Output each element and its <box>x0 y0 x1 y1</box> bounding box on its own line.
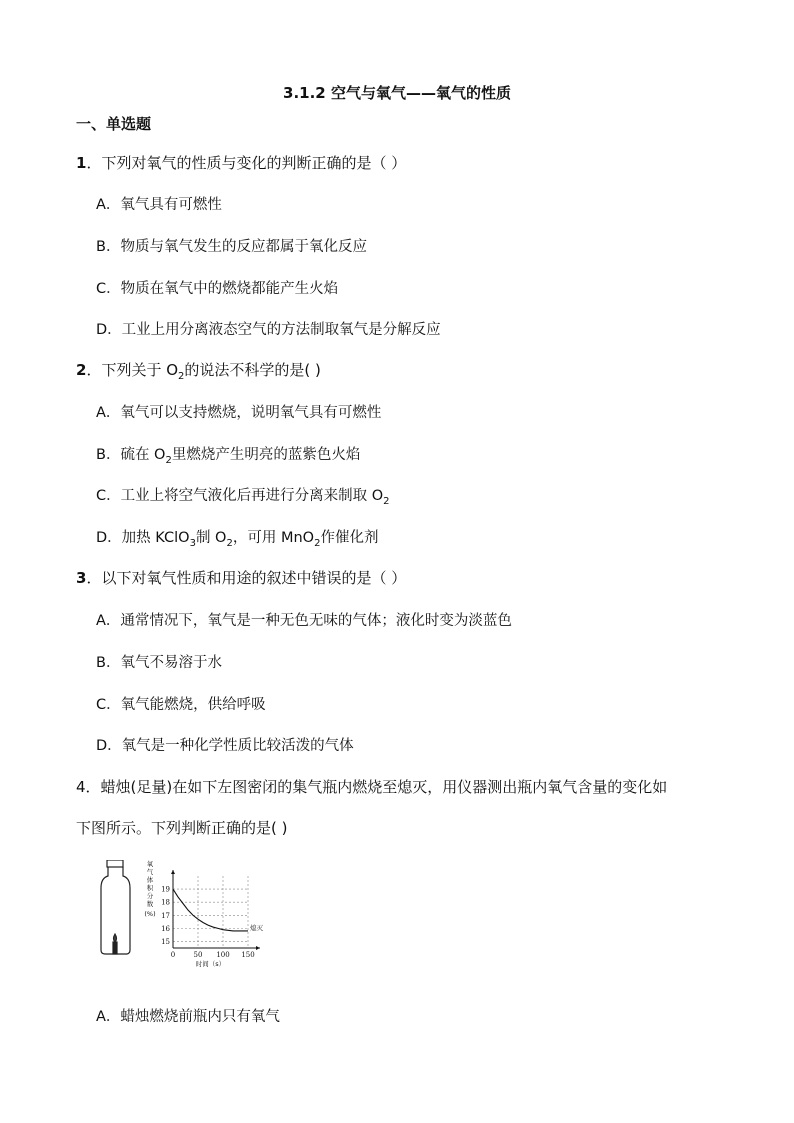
x-tick-label: 50 <box>193 951 203 959</box>
question-2 <box>76 359 321 382</box>
question-stem-post: 的说法不科学的是( ) <box>184 361 321 379</box>
q1-option-d: D．工业上用分离液态空气的方法制取氧气是分解反应 <box>96 322 441 338</box>
x-axis-arrow <box>256 946 260 950</box>
y-axis-arrow <box>171 870 175 874</box>
x-tick-label: 100 <box>216 951 230 959</box>
q4-option-a: A．蜡烛燃烧前瓶内只有氧气 <box>96 1009 280 1025</box>
y-tick-label: 15 <box>161 937 170 946</box>
question-number: 2 <box>76 361 87 379</box>
page-title: 3.1.2 空气与氧气——氧气的性质 <box>283 84 511 102</box>
y-tick-label: 17 <box>161 911 170 920</box>
y-axis-label: 氧气体积分数(%) <box>144 860 156 918</box>
y-tick-label: 19 <box>161 885 170 894</box>
oxygen-series-line <box>173 889 248 931</box>
subscript: 2 <box>383 495 390 507</box>
extinguish-annotation: 熄灭 <box>250 923 263 932</box>
q2-option-a: A．氧气可以支持燃烧，说明氧气具有可燃性 <box>96 405 382 421</box>
candle <box>113 942 117 954</box>
option-text: D．加热 KClO <box>96 530 190 546</box>
option-text: C．工业上将空气液化后再进行分离来制取 O <box>96 488 384 504</box>
q2-option-b <box>96 443 360 466</box>
subscript: 2 <box>178 371 185 382</box>
question-number: 4 <box>76 778 86 796</box>
question-4-line2: 下图所示。下列判断正确的是( ) <box>76 819 288 837</box>
y-tick-label: 16 <box>161 924 170 933</box>
y-tick-label: 18 <box>161 898 170 907</box>
gas-jar-illustration <box>101 860 130 954</box>
option-text: 里燃烧产生明亮的蓝紫色火焰 <box>171 447 361 463</box>
q4-figure <box>98 860 278 970</box>
x-axis-label: 时间（s） <box>195 960 226 968</box>
question-stem-line1: ．蜡烛(足量)在如下左图密闭的集气瓶内燃烧至熄灭，用仪器测出瓶内氧气含量的变化如 <box>85 778 668 796</box>
question-number: 3 <box>76 569 87 587</box>
q2-option-c <box>96 484 390 507</box>
candle-flame <box>114 934 117 942</box>
question-1 <box>76 152 406 173</box>
q3-option-c: C．氧气能燃烧，供给呼吸 <box>96 697 266 713</box>
question-stem: ．以下对氧气性质和用途的叙述中错误的是（ ） <box>86 569 407 587</box>
x-tick-label: 150 <box>241 951 255 959</box>
figure-svg <box>98 860 278 970</box>
option-text: B．硫在 O <box>96 447 166 463</box>
jar-stopper <box>107 860 123 867</box>
subscript: 2 <box>314 537 321 549</box>
subscript: 2 <box>165 454 172 466</box>
oxygen-chart <box>144 860 263 968</box>
q2-option-d <box>96 526 378 549</box>
subscript: 3 <box>189 537 196 549</box>
question-stem: ．下列对氧气的性质与变化的判断正确的是（ ） <box>86 154 407 172</box>
x-tick-label: 0 <box>170 951 176 959</box>
option-text: ，可用 MnO <box>232 530 315 546</box>
option-text: 作催化剂 <box>320 530 379 546</box>
q1-option-a: A．氧气具有可燃性 <box>96 197 222 213</box>
option-text: 制 O <box>195 530 227 546</box>
question-4 <box>76 776 667 797</box>
q1-option-b: B．物质与氧气发生的反应都属于氧化反应 <box>96 239 367 255</box>
q3-option-d: D．氧气是一种化学性质比较活泼的气体 <box>96 738 354 754</box>
question-number: 1 <box>76 154 87 172</box>
question-3 <box>76 567 406 588</box>
section-heading: 一、单选题 <box>76 115 152 133</box>
question-stem-pre: ．下列关于 O <box>86 361 179 379</box>
q3-option-a: A．通常情况下，氧气是一种无色无味的气体；液化时变为淡蓝色 <box>96 613 512 629</box>
subscript: 2 <box>226 537 233 549</box>
q1-option-c: C．物质在氧气中的燃烧都能产生火焰 <box>96 281 339 297</box>
q3-option-b: B．氧气不易溶于水 <box>96 655 222 671</box>
